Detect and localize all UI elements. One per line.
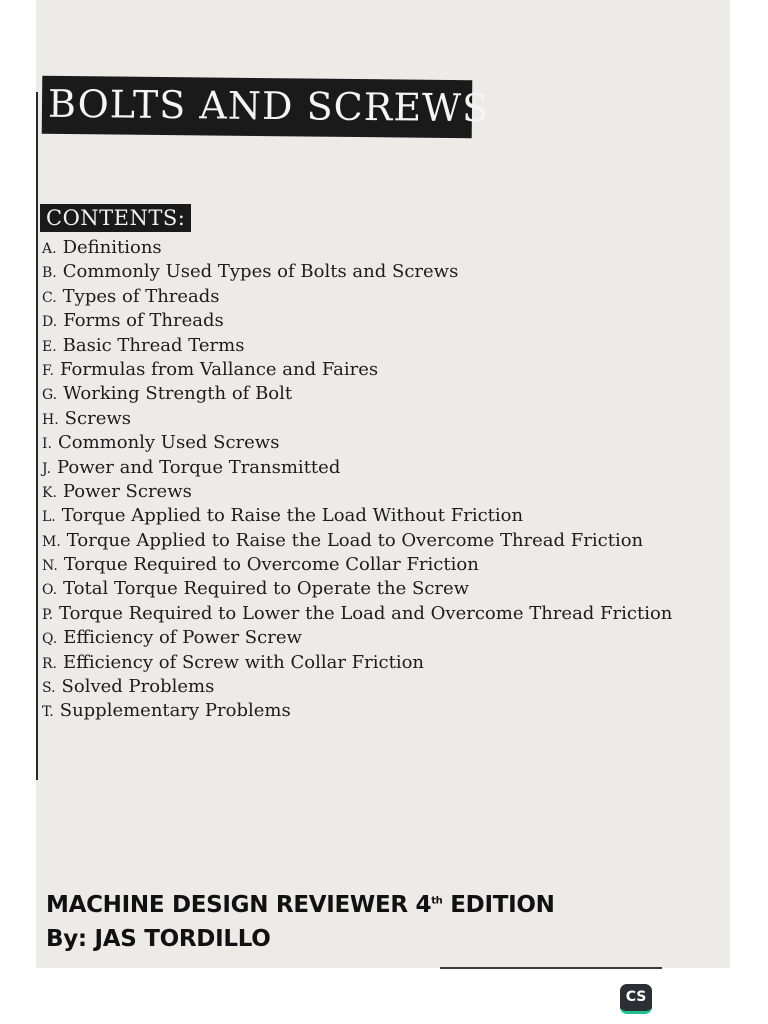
toc-item (42, 236, 682, 260)
toc-item-text: Power and Torque Transmitted (56, 456, 341, 478)
toc-item-text: Torque Required to Overcome Collar Friction (63, 554, 479, 576)
toc-item (42, 602, 682, 626)
toc-item-letter: M. (42, 533, 61, 550)
toc-item-text: Efficiency of Screw with Collar Friction (63, 651, 425, 673)
toc-item (42, 456, 682, 480)
toc-item-letter: H. (42, 411, 59, 428)
toc-item-text: Commonly Used Screws (57, 432, 280, 454)
toc-item-text: Basic Thread Terms (62, 334, 245, 356)
toc-item-text: Torque Applied to Raise the Load Without Friction (61, 505, 524, 527)
page-title: BOLTS AND SCREWS (47, 81, 490, 131)
contents-heading: CONTENTS: (40, 204, 191, 232)
toc-item (42, 529, 682, 553)
toc-item-letter: S. (42, 680, 56, 697)
toc-item-letter: Q. (42, 631, 58, 648)
toc-item-letter: L. (42, 509, 56, 526)
toc-item-letter: G. (42, 387, 58, 404)
toc-item-letter: I. (42, 436, 52, 453)
toc-item-text: Torque Applied to Raise the Load to Overcome Thread Friction (66, 529, 644, 551)
toc-item-letter: A. (42, 241, 57, 257)
toc-item-letter: T. (42, 704, 54, 721)
toc-item-letter: C. (42, 289, 57, 306)
toc-item-text: Screws (64, 407, 131, 429)
toc-item (42, 260, 682, 284)
left-margin-rule (36, 92, 38, 780)
toc-item-text: Commonly Used Types of Bolts and Screws (62, 261, 459, 283)
toc-item-letter: O. (42, 582, 58, 599)
toc-item-text: Supplementary Problems (59, 700, 291, 722)
toc-item-letter: R. (42, 655, 57, 672)
toc-item-text: Formulas from Vallance and Faires (59, 358, 379, 380)
toc-item-letter: B. (42, 265, 57, 282)
toc-item-letter: J. (42, 460, 51, 477)
toc-item (42, 480, 682, 504)
toc-item-letter: P. (42, 606, 54, 623)
author-line: By: JAS TORDILLO (46, 926, 271, 952)
toc-item-letter: D. (42, 314, 58, 331)
toc-item-letter: K. (42, 484, 57, 501)
toc-item-letter: F. (42, 362, 54, 379)
toc-item-letter: N. (42, 558, 58, 575)
toc-item-text: Total Torque Required to Operate the Screw (63, 578, 470, 600)
toc-item (42, 553, 682, 577)
table-of-contents (42, 236, 682, 724)
toc-item-text: Efficiency of Power Screw (63, 627, 302, 649)
book-title: MACHINE DESIGN REVIEWER 4th EDITION (46, 892, 555, 918)
toc-item-text: Forms of Threads (63, 310, 224, 332)
toc-item (42, 334, 682, 358)
toc-item (42, 309, 682, 333)
toc-item-text: Working Strength of Bolt (63, 383, 293, 405)
toc-item (42, 699, 682, 723)
toc-item (42, 285, 682, 309)
toc-item (42, 382, 682, 406)
toc-item-text: Torque Required to Lower the Load and Overcome Thread Friction (59, 602, 673, 624)
bottom-rule (440, 967, 662, 969)
toc-item (42, 577, 682, 601)
toc-item (42, 651, 682, 675)
toc-item (42, 431, 682, 455)
toc-item-text: Solved Problems (61, 676, 215, 698)
toc-item (42, 626, 682, 650)
camscanner-logo-icon: CS (620, 984, 652, 1014)
toc-item-text: Definitions (62, 237, 162, 258)
toc-item (42, 358, 682, 382)
toc-item-text: Power Screws (62, 480, 192, 502)
toc-item (42, 407, 682, 431)
toc-item (42, 504, 682, 528)
toc-item (42, 675, 682, 699)
toc-item-text: Types of Threads (62, 285, 220, 307)
toc-item-letter: E. (42, 338, 57, 355)
